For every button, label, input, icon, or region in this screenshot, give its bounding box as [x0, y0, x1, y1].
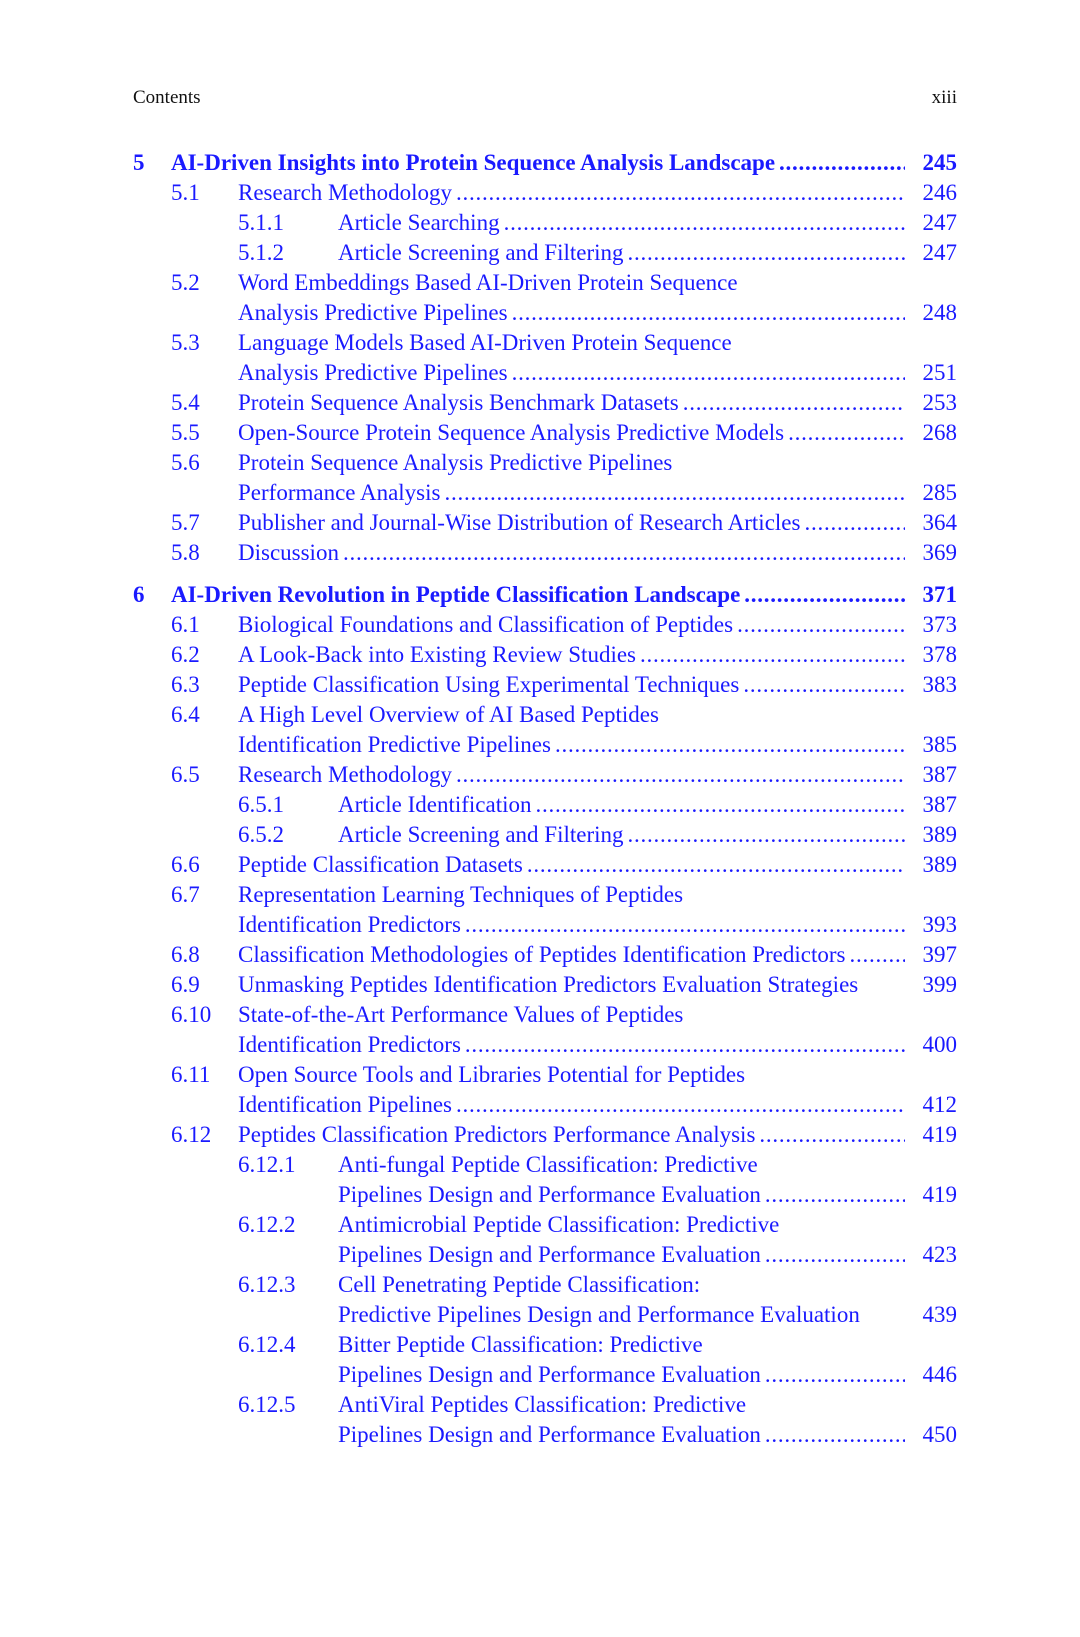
- toc-entry-title: [171, 580, 957, 610]
- toc-subsection-entry[interactable]: [133, 1390, 957, 1450]
- toc-entry-last-line: [338, 1420, 957, 1450]
- toc-section-entry[interactable]: [133, 1000, 957, 1060]
- toc-section-entry[interactable]: [133, 418, 957, 448]
- toc-entry-last-line: [238, 610, 957, 640]
- toc-entry-page-number: 400: [922, 1032, 957, 1057]
- toc-entry-page-number: 251: [922, 360, 957, 385]
- toc-entry-number: 5.2: [171, 270, 200, 295]
- toc-entry-number: 5.1: [171, 180, 200, 205]
- toc-section-entry[interactable]: [133, 970, 957, 1000]
- toc-entry-title: [238, 1000, 957, 1060]
- toc-entry-title: [238, 178, 957, 208]
- toc-entry-page-number: 285: [922, 480, 957, 505]
- toc-entry-page-number: 393: [922, 912, 957, 937]
- toc-entry-title-line: Unmasking Peptides Identification Predictors Evaluation Strategies: [238, 972, 859, 997]
- dot-leader: [465, 1030, 905, 1060]
- dot-leader: [683, 388, 905, 418]
- toc-entry-number: 6.8: [171, 942, 200, 967]
- toc-entry-title-line: Protein Sequence Analysis Benchmark Datasets: [238, 390, 679, 415]
- toc-entry-number: 6.3: [171, 672, 200, 697]
- dot-leader: [456, 178, 905, 208]
- toc-entry-number: 6.5: [171, 762, 200, 787]
- toc-entry-title: [238, 610, 957, 640]
- toc-entry-last-line: [238, 850, 957, 880]
- toc-entry-page-number: 423: [922, 1242, 957, 1267]
- toc-entry-title-line: Cell Penetrating Peptide Classification:: [338, 1272, 701, 1297]
- toc-entry-number: 6.12.1: [238, 1152, 296, 1177]
- dot-leader: [555, 730, 905, 760]
- toc-section-entry[interactable]: [133, 388, 957, 418]
- toc-entry-page-number: 419: [922, 1122, 957, 1147]
- toc-section-entry[interactable]: [133, 670, 957, 700]
- toc-entry-title-line: AI-Driven Revolution in Peptide Classification Landscape: [171, 582, 741, 607]
- toc-entry-last-line: [238, 940, 957, 970]
- toc-entry-last-line: [338, 1180, 957, 1210]
- toc-subsection-entry[interactable]: [133, 790, 957, 820]
- toc-entry-last-line: [238, 730, 957, 760]
- dot-leader: [512, 358, 905, 388]
- toc-entry-number: 5.3: [171, 330, 200, 355]
- toc-entry-last-line: [238, 1120, 957, 1150]
- toc-section-entry[interactable]: [133, 640, 957, 670]
- toc-entry-title-line: Pipelines Design and Performance Evaluation: [338, 1182, 761, 1207]
- toc-entry-page-number: 248: [922, 300, 957, 325]
- toc-entry-number: 6.6: [171, 852, 200, 877]
- toc-entry-page-number: 387: [922, 792, 957, 817]
- toc-entry-title: [238, 640, 957, 670]
- toc-entry-number: 6.5.1: [238, 792, 284, 817]
- toc-entry-title-line: Article Screening and Filtering: [338, 822, 624, 847]
- toc-entry-title-line: Classification Methodologies of Peptides Identification Predictors: [238, 942, 846, 967]
- toc-section-entry[interactable]: [133, 940, 957, 970]
- dot-leader: [465, 910, 905, 940]
- toc-entry-title-line: Language Models Based AI-Driven Protein Sequence: [238, 330, 732, 355]
- dot-leader: [444, 478, 905, 508]
- toc-entry-number: 6.12.4: [238, 1332, 296, 1357]
- toc-entry-last-line: [238, 538, 957, 568]
- toc-entry-page-number: 412: [922, 1092, 957, 1117]
- table-of-contents: [133, 148, 957, 1450]
- toc-entry-page-number: 439: [922, 1302, 957, 1327]
- toc-entry-title-line: Article Screening and Filtering: [338, 240, 624, 265]
- toc-entry-title: [238, 328, 957, 388]
- running-header: [133, 86, 957, 110]
- toc-entry-title-line: Open Source Tools and Libraries Potential for Peptides: [238, 1062, 746, 1087]
- toc-entry-number: 5.1.1: [238, 210, 284, 235]
- toc-entry-number: 6.12.3: [238, 1272, 296, 1297]
- dot-leader: [765, 1180, 905, 1210]
- toc-entry-last-line: [171, 580, 957, 610]
- toc-entry-number: 5.4: [171, 390, 200, 415]
- dot-leader: [743, 670, 905, 700]
- toc-entry-last-line: [338, 1360, 957, 1390]
- toc-entry-number: 6.10: [171, 1002, 212, 1027]
- toc-entry-title-line: Identification Predictors: [238, 912, 461, 937]
- toc-entry-number: 5.7: [171, 510, 200, 535]
- toc-entry-title-line: Peptide Classification Using Experimental Techniques: [238, 672, 740, 697]
- toc-entry-number: 6.12: [171, 1122, 212, 1147]
- dot-leader: [343, 538, 905, 568]
- dot-leader: [765, 1420, 905, 1450]
- dot-leader: [456, 760, 905, 790]
- toc-entry-title: [238, 670, 957, 700]
- toc-entry-title-line: Analysis Predictive Pipelines: [238, 300, 508, 325]
- toc-entry-number: 5: [133, 150, 145, 175]
- dot-leader: [765, 1240, 905, 1270]
- toc-subsection-entry[interactable]: [133, 1330, 957, 1390]
- toc-entry-page-number: 399: [922, 972, 957, 997]
- toc-entry-title: [238, 700, 957, 760]
- toc-section-entry[interactable]: [133, 610, 957, 640]
- toc-subsection-entry[interactable]: [133, 1270, 957, 1330]
- header-page-number: xiii: [931, 87, 957, 108]
- toc-entry-page-number: 389: [922, 852, 957, 877]
- toc-entry-number: 5.8: [171, 540, 200, 565]
- toc-entry-number: 6: [133, 582, 145, 607]
- toc-entry-title-line: AntiViral Peptides Classification: Predictive: [338, 1392, 747, 1417]
- toc-entry-title: [338, 1210, 957, 1270]
- toc-section-entry[interactable]: [133, 448, 957, 508]
- toc-entry-page-number: 364: [922, 510, 957, 535]
- toc-entry-page-number: 371: [922, 582, 957, 607]
- toc-subsection-entry[interactable]: [133, 1210, 957, 1270]
- toc-entry-last-line: [238, 760, 957, 790]
- toc-entry-title-line: A Look-Back into Existing Review Studies: [238, 642, 636, 667]
- toc-entry-title-line: Pipelines Design and Performance Evaluation: [338, 1362, 761, 1387]
- toc-entry-title-line: Antimicrobial Peptide Classification: Predictive: [338, 1212, 780, 1237]
- toc-entry-page-number: 373: [922, 612, 957, 637]
- toc-entry-number: 5.6: [171, 450, 200, 475]
- toc-entry-last-line: [338, 820, 957, 850]
- toc-section-entry[interactable]: [133, 178, 957, 208]
- toc-entry-title-line: Discussion: [238, 540, 339, 565]
- dot-leader: [456, 1090, 905, 1120]
- toc-entry-last-line: [338, 790, 957, 820]
- toc-entry-page-number: 247: [922, 240, 957, 265]
- toc-entry-number: 6.12.2: [238, 1212, 296, 1237]
- toc-entry-number: 5.5: [171, 420, 200, 445]
- toc-entry-title: [238, 418, 957, 448]
- toc-entry-last-line: [238, 478, 957, 508]
- toc-section-entry[interactable]: [133, 268, 957, 328]
- toc-entry-title-line: Analysis Predictive Pipelines: [238, 360, 508, 385]
- toc-section-entry[interactable]: [133, 508, 957, 538]
- toc-chapter-entry[interactable]: [133, 580, 957, 610]
- toc-entry-title: [338, 820, 957, 850]
- toc-entry-page-number: 450: [922, 1422, 957, 1447]
- toc-entry-title-line: A High Level Overview of AI Based Peptides: [238, 702, 659, 727]
- toc-entry-title-line: Publisher and Journal-Wise Distribution of Research Articles: [238, 510, 801, 535]
- toc-entry-page-number: 397: [922, 942, 957, 967]
- toc-entry-page-number: 245: [922, 150, 957, 175]
- toc-entry-number: 6.1: [171, 612, 200, 637]
- toc-entry-last-line: [238, 1030, 957, 1060]
- header-title: Contents: [133, 87, 201, 108]
- toc-entry-page-number: 246: [922, 180, 957, 205]
- toc-section-entry[interactable]: [133, 328, 957, 388]
- toc-entry-title-line: AI-Driven Insights into Protein Sequence Analysis Landscape: [171, 150, 776, 175]
- toc-chapter-entry[interactable]: [133, 148, 957, 178]
- toc-entry-title-line: Identification Predictive Pipelines: [238, 732, 551, 757]
- toc-section-entry[interactable]: [133, 700, 957, 760]
- toc-entry-title-line: Anti-fungal Peptide Classification: Predictive: [338, 1152, 758, 1177]
- toc-subsection-entry[interactable]: [133, 820, 957, 850]
- toc-entry-title: [238, 538, 957, 568]
- toc-entry-title: [238, 970, 957, 1000]
- toc-section-entry[interactable]: [133, 1060, 957, 1120]
- toc-entry-title: [338, 238, 957, 268]
- dot-leader: [744, 580, 905, 610]
- toc-entry-title-line: Protein Sequence Analysis Predictive Pipelines: [238, 450, 673, 475]
- toc-entry-title: [238, 940, 957, 970]
- toc-entry-page-number: 268: [922, 420, 957, 445]
- toc-entry-title-line: State-of-the-Art Performance Values of Peptides: [238, 1002, 684, 1027]
- toc-entry-title-line: Peptide Classification Datasets: [238, 852, 523, 877]
- toc-entry-title: [338, 208, 957, 238]
- toc-entry-title-line: Pipelines Design and Performance Evaluation: [338, 1242, 761, 1267]
- toc-entry-title-line: Performance Analysis: [238, 480, 441, 505]
- dot-leader: [536, 790, 905, 820]
- toc-entry-title: [338, 1330, 957, 1390]
- toc-entry-number: 6.12.5: [238, 1392, 296, 1417]
- toc-entry-last-line: [338, 208, 957, 238]
- toc-entry-last-line: [338, 1240, 957, 1270]
- toc-entry-title: [238, 880, 957, 940]
- toc-entry-number: 6.4: [171, 702, 200, 727]
- toc-section-entry[interactable]: [133, 880, 957, 940]
- dot-leader: [804, 508, 905, 538]
- toc-entry-title-line: Pipelines Design and Performance Evaluation: [338, 1422, 761, 1447]
- toc-entry-title: [338, 1270, 957, 1330]
- toc-entry-last-line: [238, 970, 957, 1000]
- toc-entry-title: [338, 1150, 957, 1210]
- toc-section-entry[interactable]: [133, 760, 957, 790]
- toc-entry-last-line: [338, 1300, 957, 1330]
- toc-section-entry[interactable]: [133, 850, 957, 880]
- toc-entry-page-number: 446: [922, 1362, 957, 1387]
- toc-entry-last-line: [238, 388, 957, 418]
- toc-entry-title-line: Article Identification: [338, 792, 532, 817]
- toc-entry-title-line: Article Searching: [338, 210, 500, 235]
- toc-entry-title: [338, 790, 957, 820]
- toc-entry-number: 6.5.2: [238, 822, 284, 847]
- toc-entry-title: [238, 388, 957, 418]
- toc-entry-title-line: Research Methodology: [238, 180, 452, 205]
- toc-entry-last-line: [238, 298, 957, 328]
- toc-entry-page-number: 385: [922, 732, 957, 757]
- toc-entry-last-line: [238, 910, 957, 940]
- toc-entry-last-line: [238, 178, 957, 208]
- dot-leader: [512, 298, 905, 328]
- toc-entry-title: [338, 1390, 957, 1450]
- dot-leader: [765, 1360, 905, 1390]
- toc-entry-title-line: Representation Learning Techniques of Peptides: [238, 882, 684, 907]
- toc-subsection-entry[interactable]: [133, 208, 957, 238]
- toc-entry-title-line: Identification Predictors: [238, 1032, 461, 1057]
- toc-entry-title: [238, 850, 957, 880]
- toc-entry-last-line: [238, 358, 957, 388]
- toc-entry-title-line: Peptides Classification Predictors Performance Analysis: [238, 1122, 756, 1147]
- toc-entry-page-number: 378: [922, 642, 957, 667]
- toc-entry-last-line: [238, 640, 957, 670]
- toc-entry-last-line: [238, 1090, 957, 1120]
- toc-entry-title-line: Bitter Peptide Classification: Predictive: [338, 1332, 703, 1357]
- toc-entry-title-line: Research Methodology: [238, 762, 452, 787]
- toc-entry-title: [238, 1060, 957, 1120]
- dot-leader: [779, 148, 905, 178]
- toc-entry-last-line: [238, 418, 957, 448]
- toc-entry-page-number: 247: [922, 210, 957, 235]
- toc-entry-title: [171, 148, 957, 178]
- toc-entry-last-line: [238, 670, 957, 700]
- toc-entry-page-number: 253: [922, 390, 957, 415]
- dot-leader: [849, 940, 905, 970]
- toc-entry-title: [238, 508, 957, 538]
- dot-leader: [504, 208, 905, 238]
- toc-subsection-entry[interactable]: [133, 1150, 957, 1210]
- toc-entry-last-line: [238, 508, 957, 538]
- toc-entry-page-number: 369: [922, 540, 957, 565]
- dot-leader: [640, 640, 905, 670]
- toc-entry-title: [238, 1120, 957, 1150]
- toc-entry-title-line: Identification Pipelines: [238, 1092, 452, 1117]
- toc-entry-title: [238, 760, 957, 790]
- dot-leader: [527, 850, 905, 880]
- dot-leader: [737, 610, 905, 640]
- toc-entry-last-line: [338, 238, 957, 268]
- toc-entry-number: 6.7: [171, 882, 200, 907]
- toc-entry-number: 5.1.2: [238, 240, 284, 265]
- dot-leader: [759, 1120, 905, 1150]
- toc-entry-title-line: Predictive Pipelines Design and Performance Evaluation: [338, 1302, 860, 1327]
- toc-entry-title-line: Open-Source Protein Sequence Analysis Predictive Models: [238, 420, 785, 445]
- dot-leader: [628, 820, 905, 850]
- toc-entry-number: 6.9: [171, 972, 200, 997]
- dot-leader: [628, 238, 905, 268]
- toc-entry-page-number: 419: [922, 1182, 957, 1207]
- toc-entry-title: [238, 268, 957, 328]
- toc-entry-title-line: Word Embeddings Based AI-Driven Protein Sequence: [238, 270, 738, 295]
- toc-subsection-entry[interactable]: [133, 238, 957, 268]
- toc-entry-number: 6.2: [171, 642, 200, 667]
- toc-entry-title: [238, 448, 957, 508]
- toc-section-entry[interactable]: [133, 538, 957, 568]
- toc-entry-page-number: 389: [922, 822, 957, 847]
- toc-entry-page-number: 387: [922, 762, 957, 787]
- toc-entry-number: 6.11: [171, 1062, 211, 1087]
- toc-entry-last-line: [171, 148, 957, 178]
- toc-entry-page-number: 383: [922, 672, 957, 697]
- toc-entry-title-line: Biological Foundations and Classification of Peptides: [238, 612, 734, 637]
- dot-leader: [788, 418, 905, 448]
- toc-section-entry[interactable]: [133, 1120, 957, 1150]
